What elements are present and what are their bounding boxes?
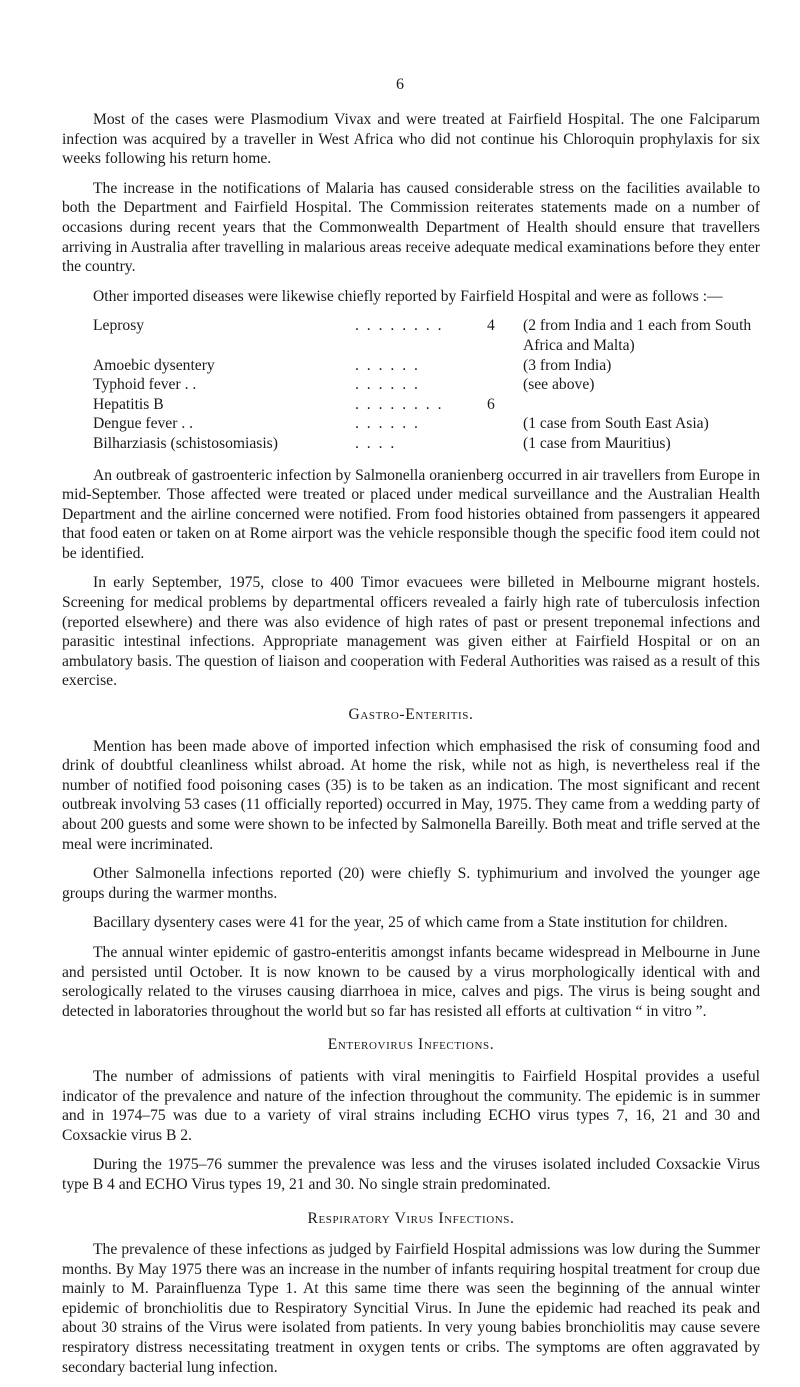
disease-name: Typhoid fever . . (93, 376, 197, 394)
leader-dots: . . . . . . (355, 415, 420, 433)
disease-name: Dengue fever . . (93, 415, 194, 433)
paragraph-gastro-1: Mention has been made above of imported infection which emphasised the risk of consuming food and drink of doubtful cleanliness whilst abroad. At home the risk, while not as high, is nevertheless real if the number of notified food poisoning cases (35) is to be taken as an indication. The most significant and recent outbreak involving 53 cases (11 officially reported) occurred in May, 1975. They came from a wedding party of about 200 guests and some were shown to be infected by Salmonella Bareilly. Both meat and trifle served at the meal were incriminated. (62, 737, 760, 853)
disease-name: Amoebic dysentery (93, 356, 215, 374)
paragraph-malaria-cases: Most of the cases were Plasmodium Vivax and were treated at Fairfield Hospital. The one Falciparum infection was acquired by a traveller in West Africa who did not continue his Chloroquin prophylaxis for six weeks following his return home. (62, 111, 760, 168)
table-row (93, 434, 759, 454)
imported-diseases-table (93, 316, 759, 453)
table-row (93, 356, 759, 376)
disease-count: 6 (487, 395, 495, 413)
paragraph-other-imported: Other imported diseases were likewise chiefly reported by Fairfield Hospital and were as follows :— (93, 287, 723, 305)
disease-name: Bilharziasis (schistosomiasis) (93, 434, 278, 452)
page-number: 6 (396, 76, 404, 93)
disease-name: Leprosy (93, 317, 145, 335)
paragraph-gastro-2: Other Salmonella infections reported (20) were chiefly S. typhimurium and involved the younger age groups during the warmer months. (62, 865, 760, 902)
table-row (93, 375, 759, 395)
paragraph-gastro-4: The annual winter epidemic of gastro-enteritis amongst infants became widespread in Melbourne in June and persisted until October. It is now known to be caused by a virus morphologically identical with and serologically related to the viruses causing diarrhoea in mice, calves and pigs. The virus is being sought and detected in laboratories throughout the world but so far has resisted all efforts at cultivation “ in vitro ”. (62, 943, 760, 1020)
disease-note: (1 case from Mauritius) (523, 434, 671, 452)
table-row (93, 395, 759, 415)
section-heading-enterovirus: Enterovirus Infections. (327, 1036, 495, 1054)
paragraph-enterovirus-1: The number of admissions of patients with viral meningitis to Fairfield Hospital provides a useful indicator of the prevalence and nature of the infection throughout the community. The epidemic is in summer and in 1974–75 was due to a variety of viral strains including ECHO virus types 7, 16, 21 and 30 and Coxsackie virus B 2. (62, 1067, 760, 1144)
table-row (93, 414, 759, 434)
disease-note: (3 from India) (523, 356, 612, 374)
paragraph-respiratory-1: The prevalence of these infections as judged by Fairfield Hospital admissions was low during the Summer months. By May 1975 there was an increase in the number of infants requiring hospital treatment for croup due mainly to M. Parainfluenza Type 1. At this same time there was seen the beginning of the annual winter epidemic of bronchiolitis due to Respiratory Syncitial Virus. In June the epidemic had reached its peak and about 30 strains of the Virus were isolated from patients. In very young babies bronchiolitis may cause severe respiratory distress necessitating treatment in oxygen tents or cribs. The symptoms are often aggravated by secondary bacterial lung infection. (62, 1241, 760, 1376)
disease-note: (2 from India and 1 each from South Africa and Malta) (523, 317, 752, 354)
disease-count: 4 (487, 317, 495, 335)
disease-count (487, 356, 523, 376)
disease-count (487, 434, 523, 454)
paragraph-malaria-stress: The increase in the notifications of Malaria has caused considerable stress on the facilities available to both the Department and Fairfield Hospital. The Commission reiterates statements made on a number of occasions during recent years that the Commonwealth Department of Health should ensure that travellers arriving in Australia after travelling in malarious areas receive adequate medical examinations before they enter the country. (62, 179, 760, 276)
disease-note: (1 case from South East Asia) (523, 415, 709, 433)
table-row (93, 316, 759, 355)
leader-dots: . . . . . . . . (355, 395, 444, 413)
paragraph-timor-evacuees: In early September, 1975, close to 400 Timor evacuees were billeted in Melbourne migrant hostels. Screening for medical problems by departmental officers revealed a fairly high rate of tuberculosis infection (reported elsewhere) and there was also evidence of high rates of past or present treponemal infections and parasitic intestinal infections. Appropriate management was given either at Fairfield Hospital or on an ambulatory basis. The question of liaison and cooperation with Federal Authorities was raised as a result of this exercise. (62, 574, 760, 690)
paragraph-enterovirus-2: During the 1975–76 summer the prevalence was less and the viruses isolated included Coxsackie Virus type B 4 and ECHO Virus types 19, 21 and 30. No single strain predominated. (62, 1156, 760, 1193)
section-heading-respiratory: Respiratory Virus Infections. (307, 1209, 515, 1227)
disease-note: (see above) (523, 376, 595, 394)
disease-note (523, 395, 759, 415)
paragraph-salmonella-outbreak: An outbreak of gastroenteric infection by Salmonella oranienberg occurred in air travellers from Europe in mid-September. Those affected were treated or placed under medical surveillance and the Australian Health Department and the airline concerned were notified. From food histories obtained from passengers it appeared that food eaten or taken on at Rome airport was the vehicle responsible though the specific food item could not be identified. (62, 466, 760, 562)
document-body (62, 110, 760, 1387)
leader-dots: . . . . . . (355, 376, 420, 394)
leader-dots: . . . . (355, 434, 397, 452)
section-heading-gastro-enteritis: Gastro-Enteritis. (348, 706, 474, 724)
leader-dots: . . . . . . . . (355, 317, 444, 335)
disease-count (487, 375, 523, 395)
disease-name: Hepatitis B (93, 395, 164, 413)
paragraph-gastro-3: Bacillary dysentery cases were 41 for the year, 25 of which came from a State institution for children. (93, 914, 728, 932)
disease-count (487, 414, 523, 434)
leader-dots: . . . . . . (355, 356, 420, 374)
